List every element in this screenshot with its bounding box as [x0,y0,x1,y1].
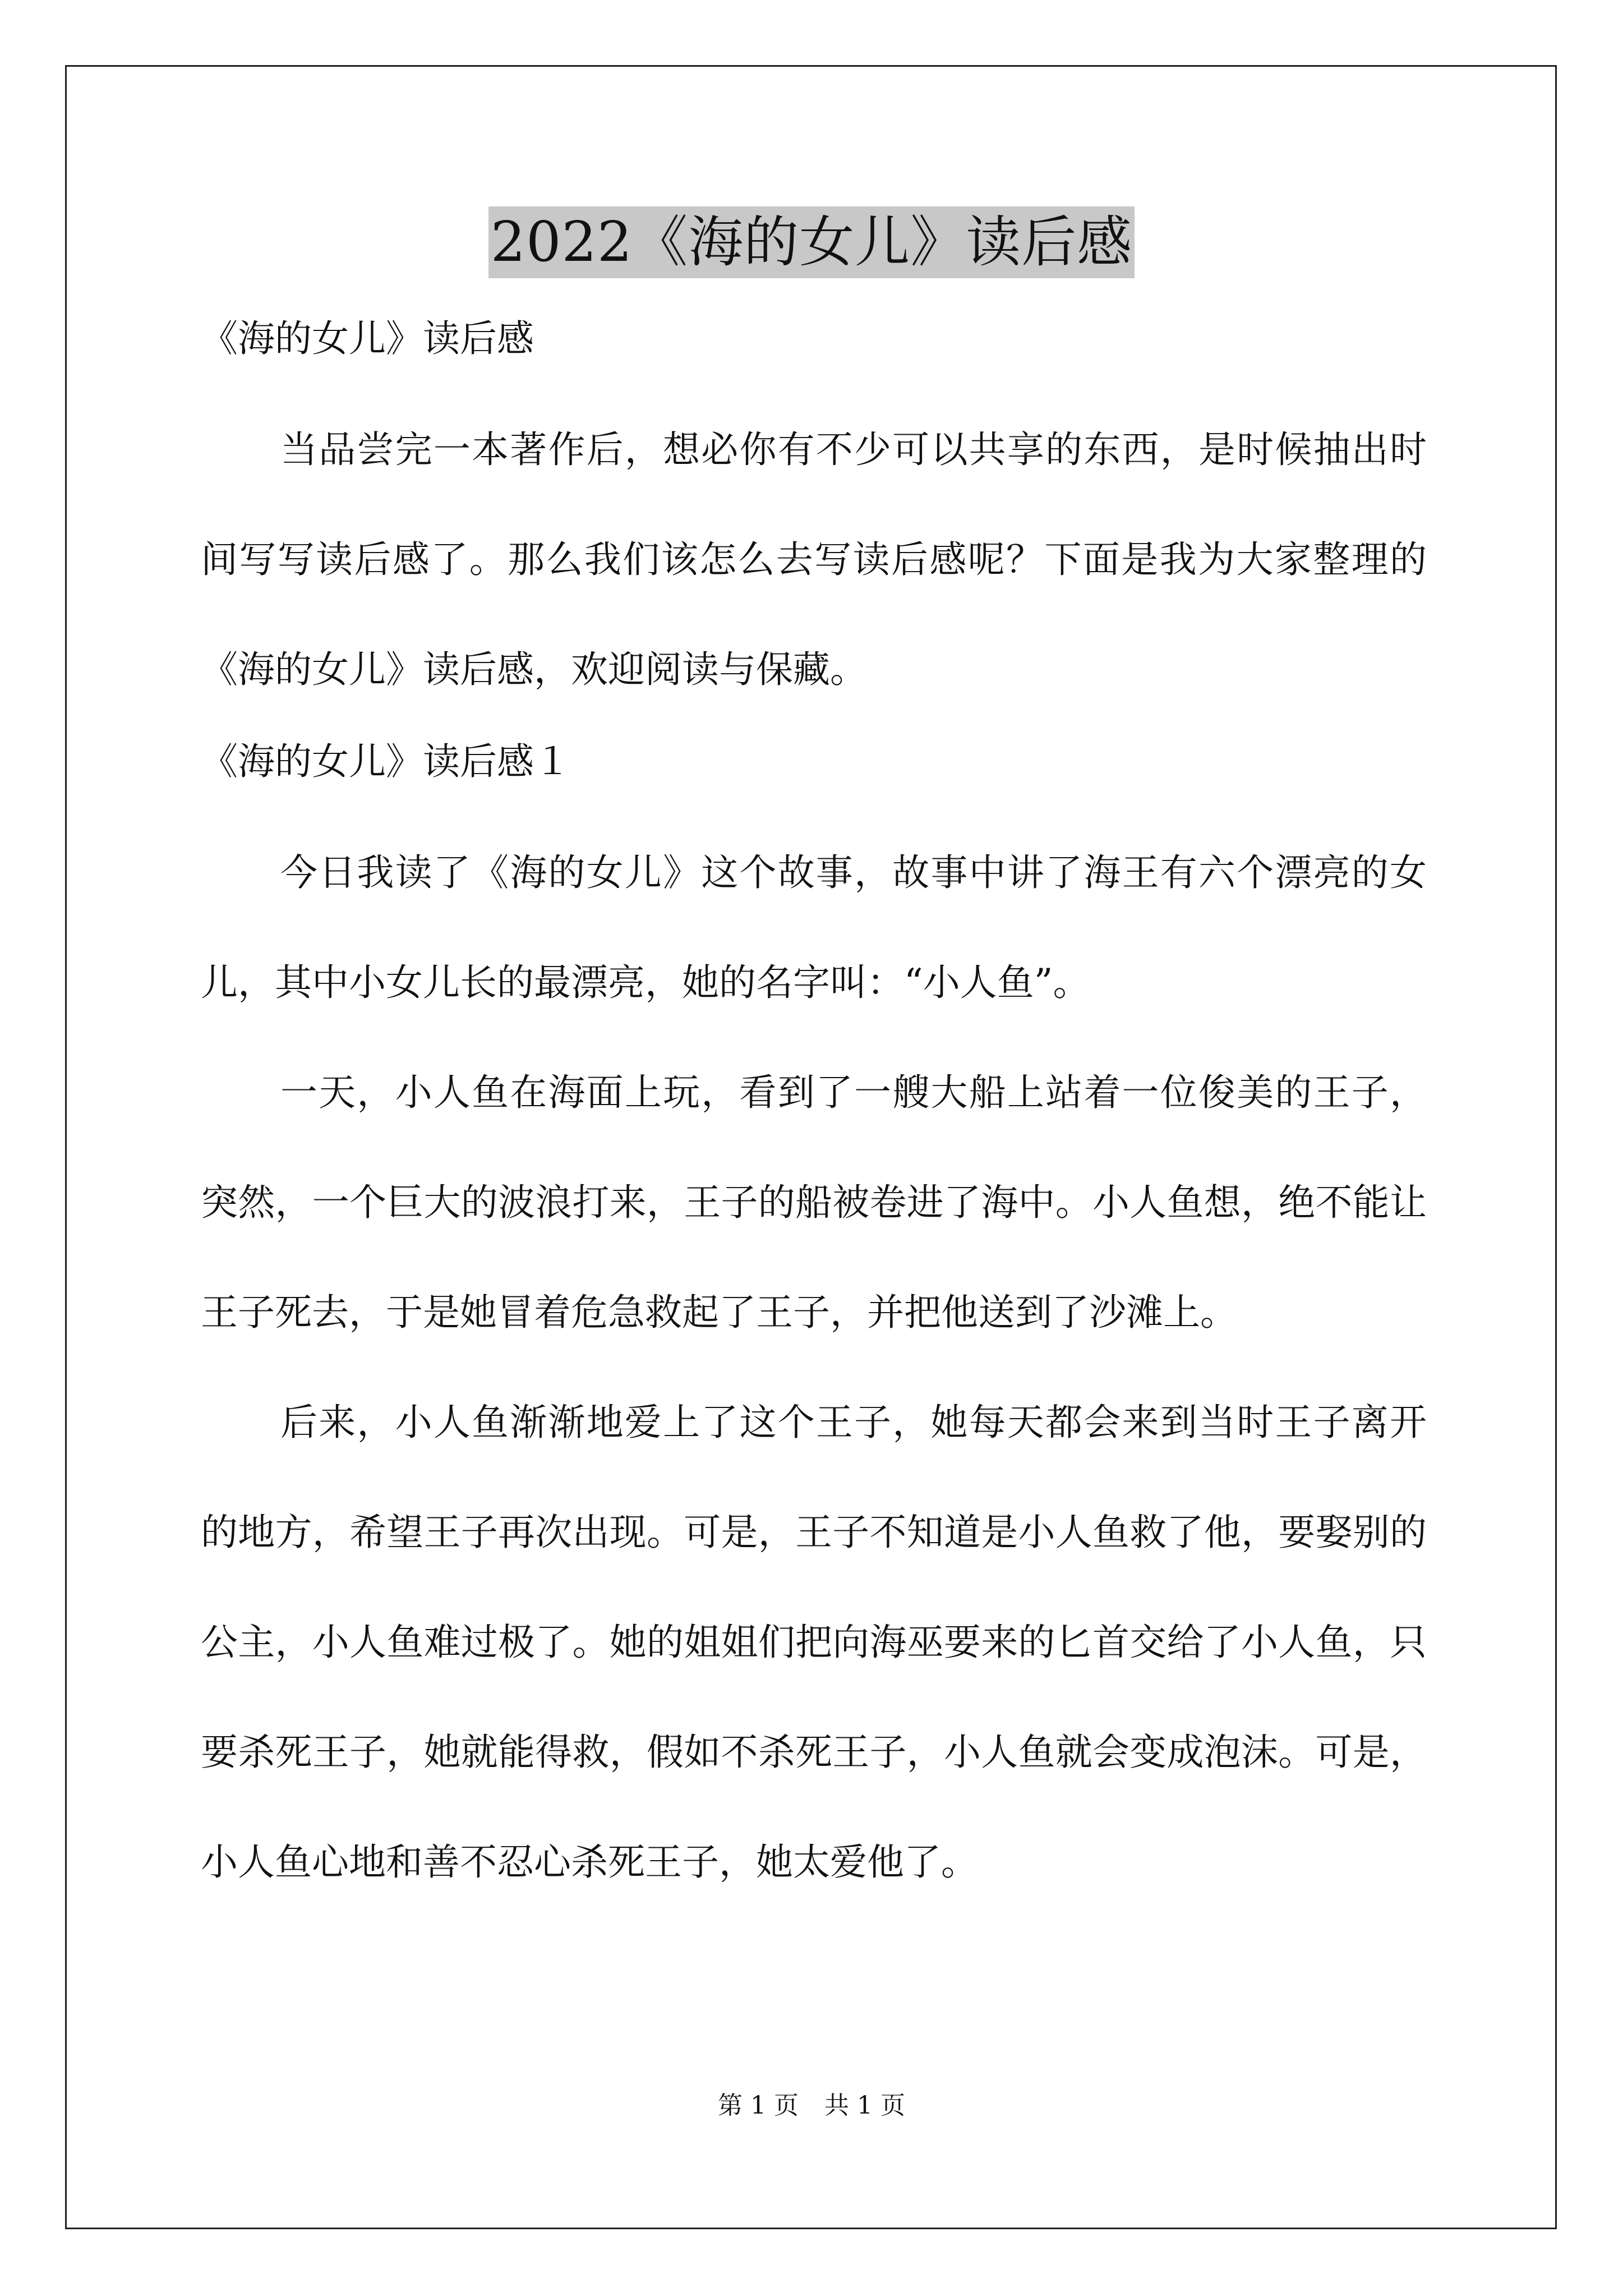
page-number: 第 1 页 [718,2091,799,2120]
body-paragraph: 今日我读了《海的女儿》这个故事，故事中讲了海王有六个漂亮的女儿，其中小女儿长的最漂亮，她的名字叫：“小人鱼”。 [201,851,1427,1004]
body-paragraph: 一天，小人鱼在海面上玩，看到了一艘大船上站着一位俊美的王子，突然，一个巨大的波浪打来，王子的船被卷进了海中。小人鱼想，绝不能让王子死去，于是她冒着危急救起了王子，并把他送到了沙滩上。 [201,1071,1427,1334]
document-title: 2022《海的女儿》读后感 [488,206,1135,278]
page-count: 共 1 页 [824,2091,905,2120]
intro-paragraph: 当品尝完一本著作后，想必你有不少可以共享的东西，是时候抽出时间写写读后感了。那么我们该怎么去写读后感呢？下面是我为大家整理的《海的女儿》读后感，欢迎阅读与保藏。 [201,428,1427,691]
page-footer [0,2090,1623,2122]
section-heading-1: 《海的女儿》读后感１ [201,740,571,783]
document-body [201,302,1427,1917]
title-container [0,206,1623,278]
section-heading-intro: 《海的女儿》读后感 [201,317,534,360]
body-paragraph: 后来，小人鱼渐渐地爱上了这个王子，她每天都会来到当时王子离开的地方，希望王子再次出现。可是，王子不知道是小人鱼救了他，要娶别的公主，小人鱼难过极了。她的姐姐们把向海巫要来的匕首交给了小人鱼，只要杀死王子，她就能得救，假如不杀死王子，小人鱼就会变成泡沫。可是，小人鱼心地和善不忍心杀死王子，她太爱他了。 [201,1401,1427,1884]
